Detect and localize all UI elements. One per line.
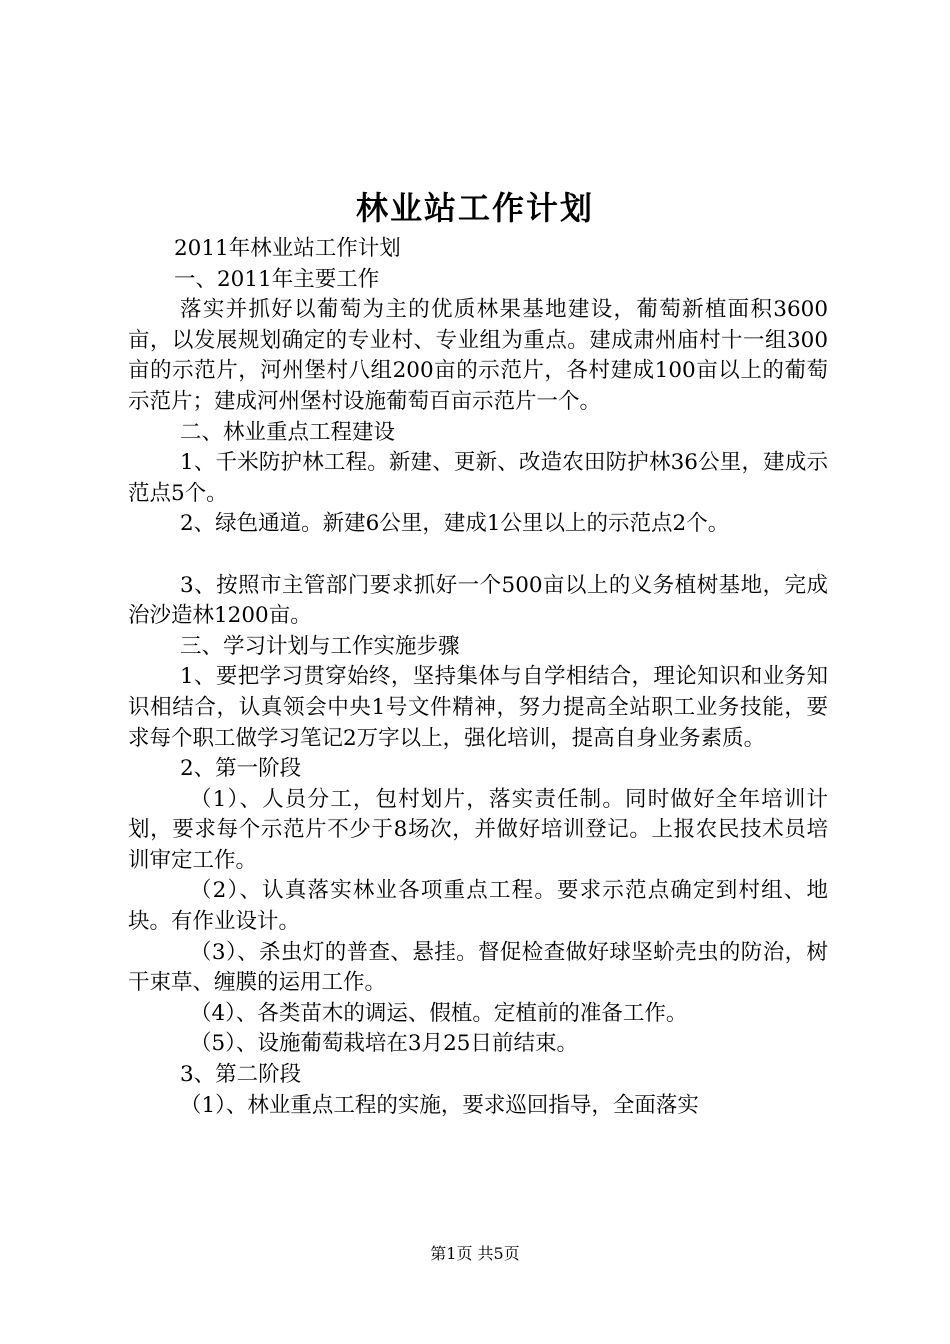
- paragraph-shelterbelt: 1、千米防护林工程。新建、更新、改造农田防护林36公里，建成示范点5个。: [128, 450, 828, 506]
- paragraph-phase1-item-2: （2）、认真落实林业各项重点工程。要求示范点确定到村组、地块。有作业设计。: [128, 878, 828, 935]
- paragraph-phase1-item-3: （3）、杀虫灯的普查、悬挂。督促检查做好球坚蚧壳虫的防治，树干束草、缠膜的运用工作。: [128, 939, 828, 996]
- document-body: [128, 234, 828, 1121]
- paragraph-phase1-item-4: （4）、各类苗木的调运、假植。定植前的准备工作。: [190, 1000, 688, 1026]
- paragraph-phase1-item-5: （5）、设施葡萄栽培在3月25日前结束。: [190, 1031, 578, 1057]
- page-footer: 第1页 共5页: [430, 1244, 520, 1263]
- paragraph-subtitle: 2011年林业站工作计划: [174, 236, 401, 261]
- paragraph-tree-planting-base: 3、按照市主管部门要求抓好一个500亩以上的义务植树基地，完成治沙造林1200亩。: [128, 572, 828, 629]
- heading-section-1: 一、2011年主要工作: [174, 266, 380, 292]
- paragraph-phase2-item-1: （1）、林业重点工程的实施，要求巡回指导，全面落实: [180, 1092, 699, 1118]
- heading-section-3: 三、学习计划与工作实施步骤: [180, 633, 460, 659]
- paragraph-green-corridor: 2、绿色通道。新建6公里，建成1公里以上的示范点2个。: [180, 511, 730, 537]
- blank-line: [128, 540, 828, 571]
- document-title: 林业站工作计划: [355, 189, 594, 227]
- heading-section-2: 二、林业重点工程建设: [180, 419, 396, 445]
- heading-phase-2: 3、第二阶段: [180, 1062, 302, 1088]
- paragraph-grape-base: 落实并抓好以葡萄为主的优质林果基地建设，葡萄新植面积3600亩，以发展规划确定的专业村、专业组为重点。建成肃州庙村十一组300亩的示范片，河州堡村八组200亩的示范片，各村建成100亩以上的葡萄示范片；建成河州堡村设施葡萄百亩示范片一个。: [128, 297, 828, 414]
- paragraph-study-plan: 1、要把学习贯穿始终，坚持集体与自学相结合，理论知识和业务知识相结合，认真领会中央1号文件精神，努力提高全站职工业务技能，要求每个职工做学习笔记2万字以上，强化培训，提高自身业务素质。: [128, 664, 828, 751]
- heading-phase-1: 2、第一阶段: [180, 756, 302, 782]
- paragraph-phase1-item-1: （1）、人员分工，包村划片，落实责任制。同时做好全年培训计划，要求每个示范片不少于8场次，并做好培训登记。上报农民技术员培训审定工作。: [128, 786, 828, 873]
